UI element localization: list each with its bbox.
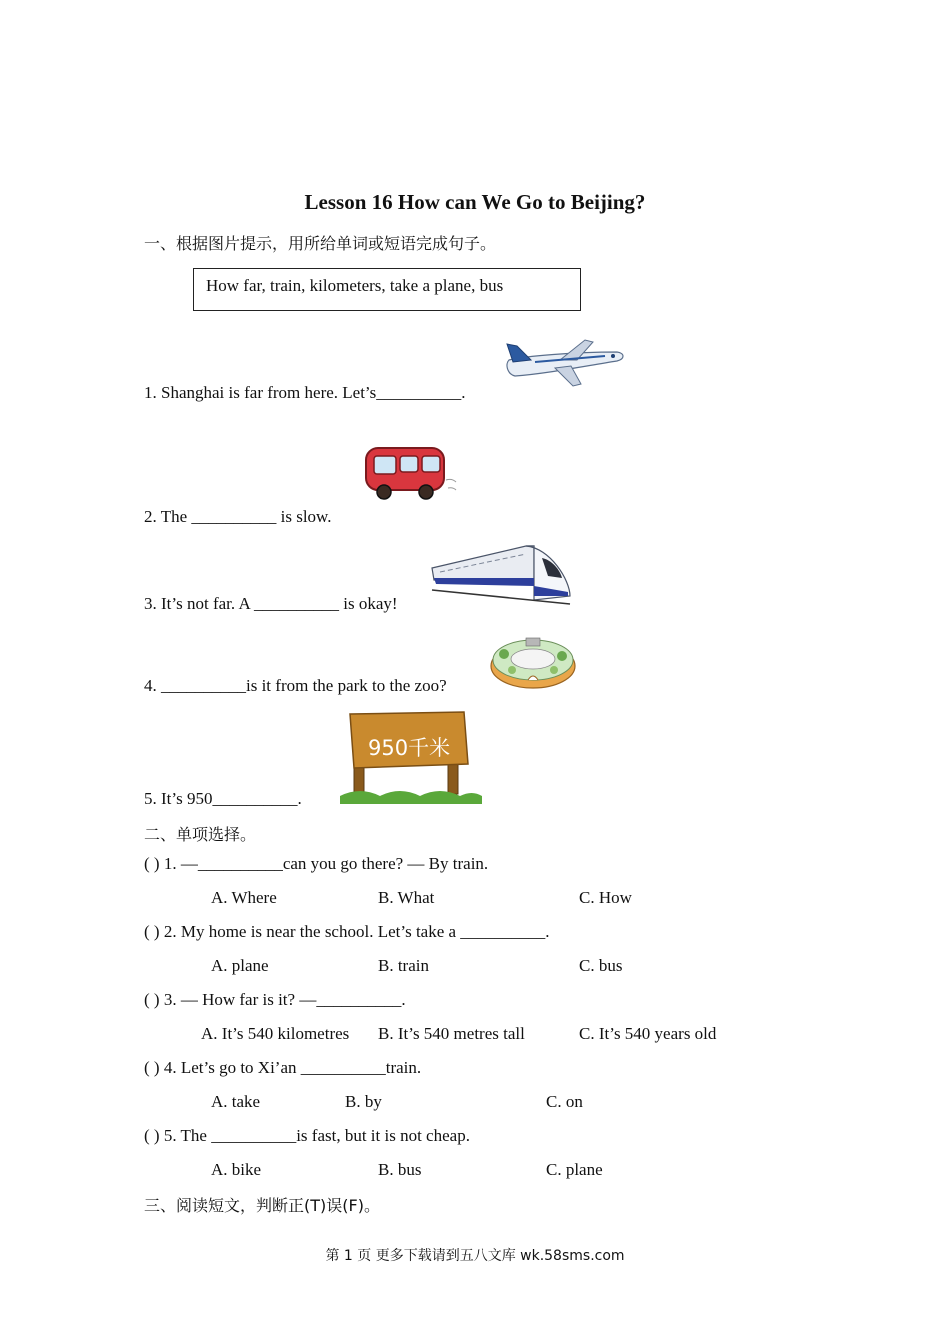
mc-question-4: ( ) 4. Let’s go to Xi’an __________train.: [144, 1058, 422, 1077]
mc-q3-option-a: A. It’s 540 kilometres: [201, 1024, 350, 1043]
mc-q5-option-b: B. bus: [378, 1160, 422, 1179]
mc-q3-option-c: C. It’s 540 years old: [579, 1024, 717, 1043]
mc-q4-option-c: C. on: [546, 1092, 583, 1111]
mc-question-1: ( ) 1. —__________can you go there? — By train.: [144, 854, 489, 873]
page-title: Lesson 16 How can We Go to Beijing?: [304, 190, 646, 214]
park-map-image: [488, 632, 578, 690]
mc-q1-option-c: C. How: [579, 888, 632, 907]
mc-q1-option-b: B. What: [378, 888, 435, 907]
bus-image: [362, 444, 462, 504]
fill-item-2: 2. The __________ is slow.: [144, 507, 332, 526]
fill-item-3: 3. It’s not far. A __________ is okay!: [144, 594, 398, 613]
word-box-text: How far, train, kilometers, take a plane, bus: [206, 276, 504, 295]
mc-question-3: ( ) 3. — How far is it? —__________.: [144, 990, 406, 1009]
airplane-image: [505, 338, 625, 388]
fill-item-4: 4. __________is it from the park to the zoo?: [144, 676, 447, 695]
mc-question-2: ( ) 2. My home is near the school. Let’s take a __________.: [144, 922, 550, 941]
page-footer: 第 1 页 更多下载请到五八文库 wk.58sms.com: [325, 1248, 625, 1264]
sign-text: 950千米: [368, 736, 451, 760]
section1-heading: 一、根据图片提示，用所给单词或短语完成句子。: [144, 234, 497, 253]
mc-q2-option-b: B. train: [378, 956, 429, 975]
section3-heading: 三、阅读短文，判断正(T)误(F)。: [144, 1196, 380, 1215]
word-box: [193, 268, 581, 311]
mc-q2-option-a: A. plane: [211, 956, 269, 975]
mc-q1-option-a: A. Where: [211, 888, 277, 907]
mc-q5-option-a: A. bike: [211, 1160, 262, 1179]
mc-q4-option-a: A. take: [211, 1092, 261, 1111]
mc-q4-option-b: B. by: [345, 1092, 382, 1111]
section2-heading: 二、单项选择。: [144, 825, 257, 844]
fill-item-5: 5. It’s 950__________.: [144, 789, 302, 808]
mc-q3-option-b: B. It’s 540 metres tall: [378, 1024, 525, 1043]
train-image: [430, 540, 575, 610]
fill-item-1: 1. Shanghai is far from here. Let’s__________.: [144, 383, 466, 402]
mc-question-5: ( ) 5. The __________is fast, but it is not cheap.: [144, 1126, 470, 1145]
mc-q2-option-c: C. bus: [579, 956, 623, 975]
mc-q5-option-c: C. plane: [546, 1160, 603, 1179]
